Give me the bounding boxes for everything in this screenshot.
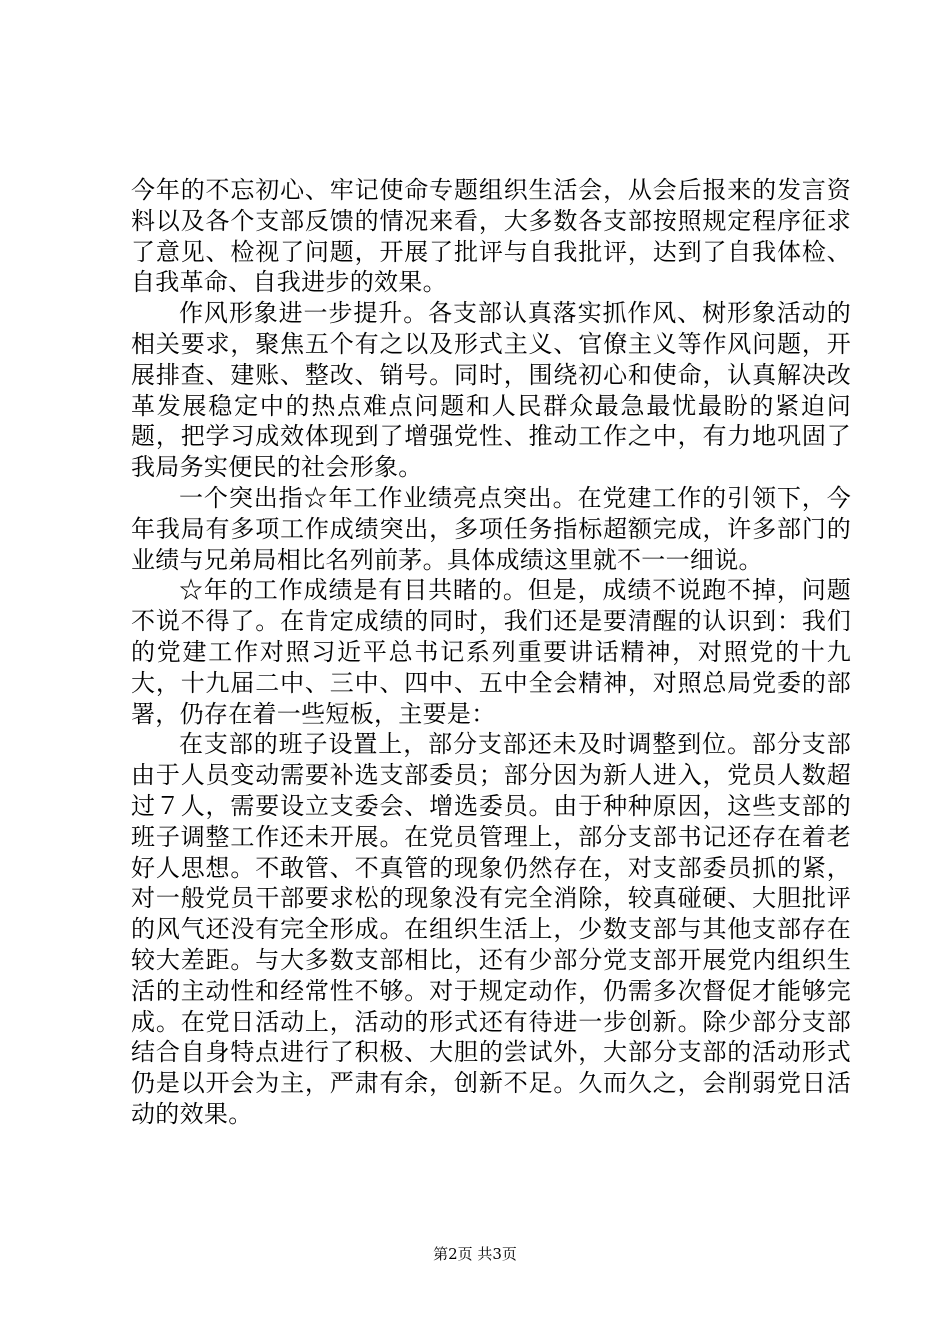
paragraph-3: 一个突出指☆年工作业绩亮点突出。在党建工作的引领下，今年我局有多项工作成绩突出，多项任务指标超额完成，许多部门的业绩与兄弟局相比名列前茅。具体成绩这里就不一一细说。 (131, 483, 851, 574)
document-body (131, 175, 851, 1130)
paragraph-5: 在支部的班子设置上，部分支部还未及时调整到位。部分支部由于人员变动需要补选支部委员；部分因为新人进入，党员人数超过７人，需要设立支委会、增选委员。由于种种原因，这些支部的班子调整工作还未开展。在党员管理上，部分支部书记还存在着老好人思想。不敢管、不真管的现象仍然存在，对支部委员抓的紧，对一般党员干部要求松的现象没有完全消除，较真碰硬、大胆批评的风气还没有完全形成。在组织生活上，少数支部与其他支部存在较大差距。与大多数支部相比，还有少部分党支部开展党内组织生活的主动性和经常性不够。对于规定动作，仍需多次督促才能够完成。在党日活动上，活动的形式还有待进一步创新。除少部分支部结合自身特点进行了积极、大胆的尝试外，大部分支部的活动形式仍是以开会为主，严肃有余，创新不足。久而久之，会削弱党日活动的效果。 (131, 730, 851, 1128)
paragraph-1: 今年的不忘初心、牢记使命专题组织生活会，从会后报来的发言资料以及各个支部反馈的情况来看，大多数各支部按照规定程序征求了意见、检视了问题，开展了批评与自我批评，达到了自我体检、自我革命、自我进步的效果。 (131, 176, 851, 297)
paragraph-2: 作风形象进一步提升。各支部认真落实抓作风、树形象活动的相关要求，聚焦五个有之以及形式主义、官僚主义等作风问题，开展排查、建账、整改、销号。同时，围绕初心和使命，认真解决改革发展稳定中的热点难点问题和人民群众最急最忧最盼的紧迫问题，把学习成效体现到了增强党性、推动工作之中，有力地巩固了我局务实便民的社会形象。 (131, 299, 851, 482)
paragraph-4: ☆年的工作成绩是有目共睹的。但是，成绩不说跑不掉，问题不说不得了。在肯定成绩的同时，我们还是要清醒的认识到：我们的党建工作对照习近平总书记系列重要讲话精神，对照党的十九大，十九届二中、三中、四中、五中全会精神，对照总局党委的部署，仍存在着一些短板，主要是： (131, 576, 851, 728)
page-number-footer: 第2页 共3页 (433, 1245, 517, 1263)
